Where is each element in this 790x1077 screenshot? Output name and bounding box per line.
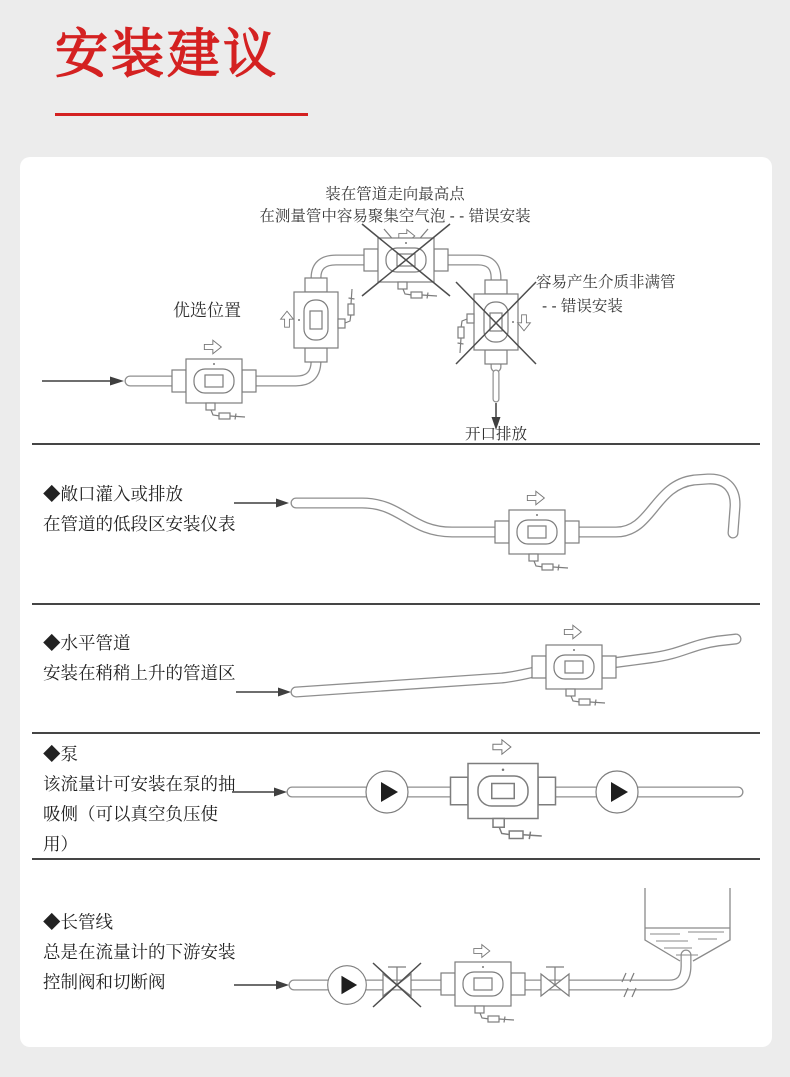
open-discharge-spout — [492, 373, 501, 430]
low-section-diagram — [24, 447, 756, 599]
section-heading: ◆泵 — [43, 744, 78, 764]
flow-direction-icon — [204, 340, 221, 354]
flow-direction-icon — [527, 491, 544, 505]
flow-down-icon — [518, 315, 531, 331]
long-pipeline-diagram — [24, 860, 756, 1045]
note-highest-point: 装在管道走向最高点 — [325, 186, 465, 203]
section-body: 总是在流量计的下游安装控制阀和切断阀 — [43, 942, 236, 993]
label-open-discharge: 开口排放 — [464, 426, 528, 441]
note-partial-pipe: 容易产生介质非满管 — [536, 274, 676, 291]
flow-meter-wrong-down — [456, 280, 536, 364]
flow-direction-icon — [493, 740, 511, 754]
inlet-flow-arrow-icon — [42, 377, 124, 386]
content-panel — [20, 157, 772, 1047]
inlet-flow-arrow-icon — [232, 788, 287, 797]
flow-meter-vertical — [281, 278, 355, 362]
label-preferred-position: 优选位置 — [173, 301, 241, 320]
flow-meter-horizontal — [441, 945, 525, 1023]
section-body: 该流量计可安装在泵的抽吸侧（可以真空负压使用） — [43, 774, 236, 855]
pump-suction-diagram — [24, 734, 756, 858]
inlet-flow-arrow-icon — [236, 688, 291, 697]
page-title: 安装建议 — [55, 25, 279, 84]
rising-pipe-diagram — [24, 605, 756, 732]
flow-direction-icon — [564, 625, 581, 639]
flow-direction-icon — [474, 945, 490, 958]
title-underline — [55, 113, 308, 116]
note-air-bubble-wrong-install: 在测量管中容易聚集空气泡 - - 错误安装 — [259, 208, 531, 225]
flow-meter-horizontal — [451, 740, 556, 839]
flow-meter-horizontal — [532, 625, 616, 705]
pump-icon — [596, 771, 638, 813]
preferred-position-diagram — [24, 163, 756, 441]
note-wrong-install: - - 错误安装 — [542, 298, 623, 315]
section-body: 在管道的低段区安装仪表 — [43, 514, 236, 535]
pump-icon — [328, 966, 367, 1005]
section-divider — [32, 443, 760, 445]
section-heading: ◆长管线 — [43, 912, 113, 932]
shutoff-valve-icon — [541, 967, 569, 996]
section-heading: ◆敞口灌入或排放 — [43, 484, 183, 504]
inlet-flow-arrow-icon — [234, 499, 289, 508]
flow-meter-horizontal — [172, 340, 256, 419]
flow-meter-horizontal — [495, 491, 579, 570]
pump-icon — [366, 771, 408, 813]
inlet-flow-arrow-icon — [234, 981, 289, 990]
pipe-run — [296, 639, 736, 692]
section-body: 安装在稍稍上升的管道区 — [43, 663, 236, 684]
flow-up-icon — [281, 311, 294, 327]
section-heading: ◆水平管道 — [43, 633, 131, 653]
